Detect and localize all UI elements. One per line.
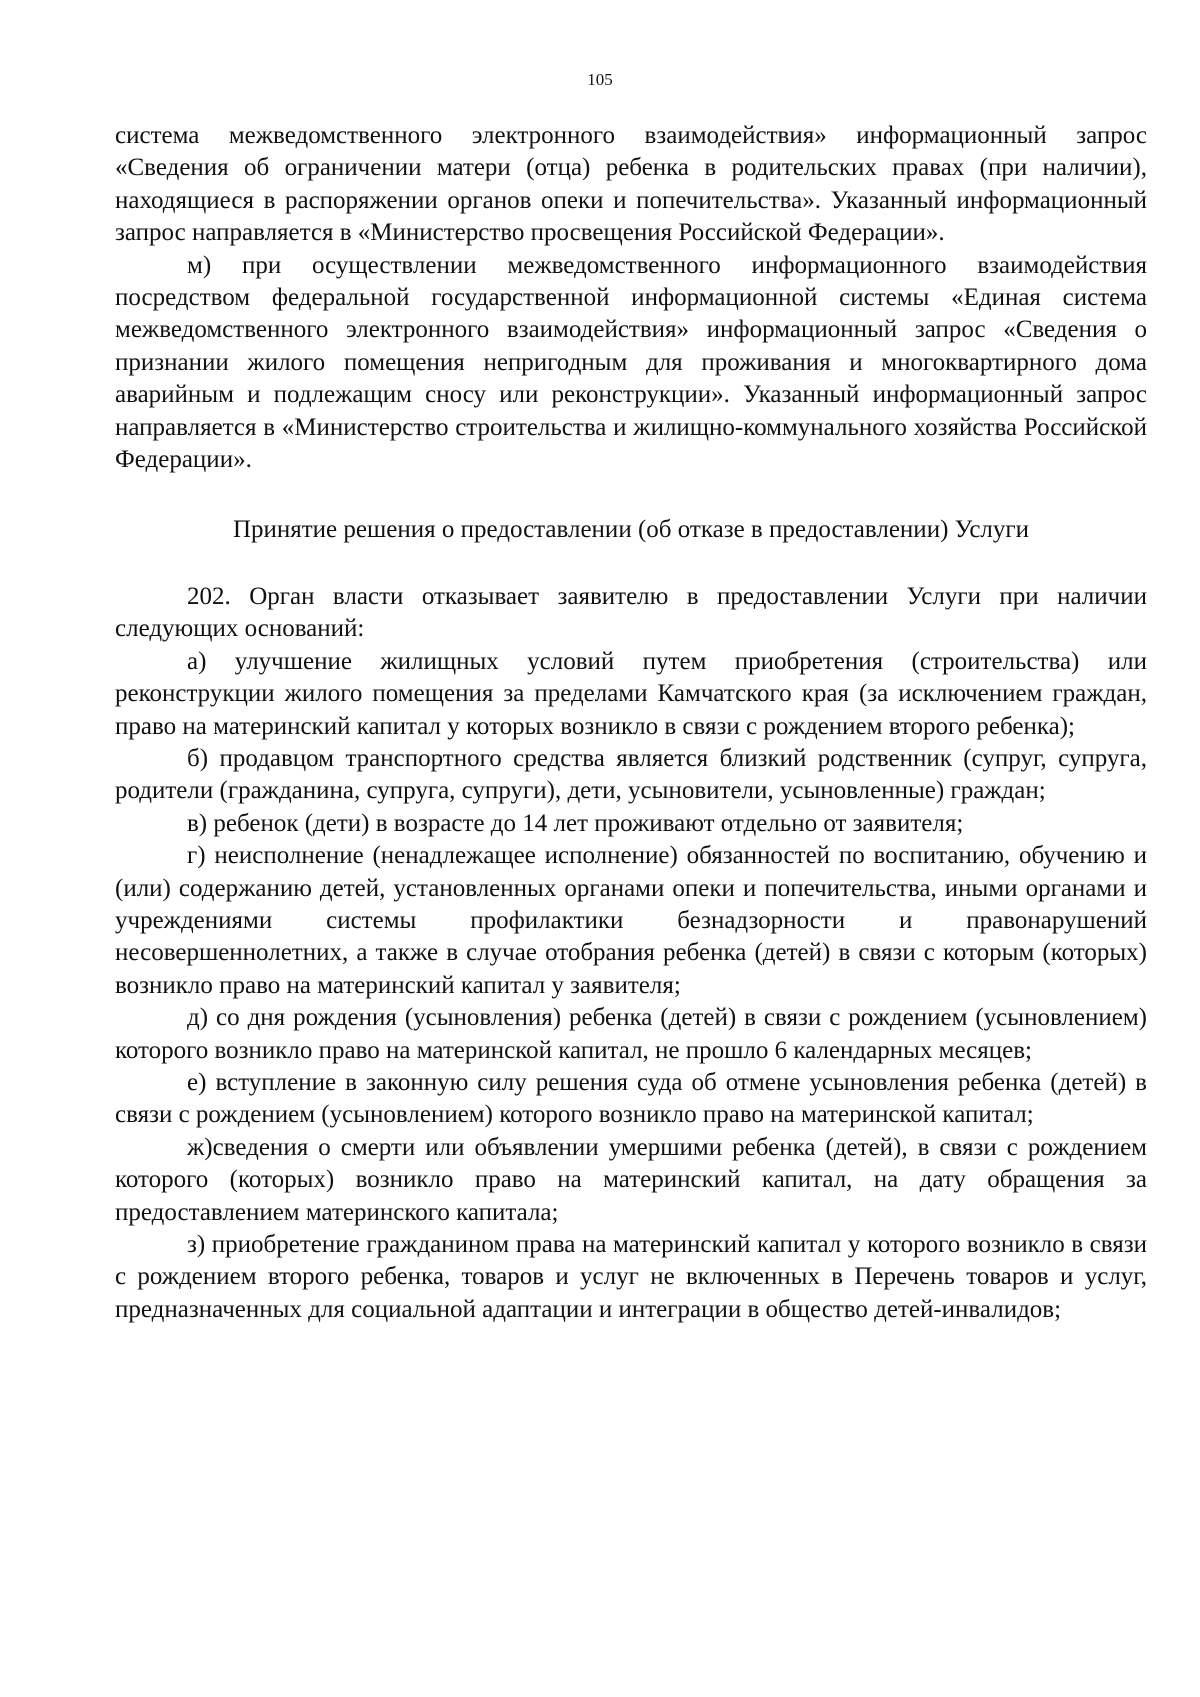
page-number: 105 [587, 70, 613, 89]
paragraph-item-a: а) улучшение жилищных условий путем приобретения (строительства) или реконструкции жилого помещения за пределами Камчатского края (за исключением граждан, право на материнский капитал у которых возникло в связи с рождением второго ребенка); [115, 647, 1147, 740]
paragraph-item-m: м) при осуществлении межведомственного информационного взаимодействия посредством федеральной государственной информационной системы «Единая система межведомственного электронного взаимодействия» информационный запрос «Сведения о признании жилого помещения непригодным для проживания и многоквартирного дома аварийным и подлежащим сносу или реконструкции». Указанный информационный запрос направляется в «Министерство строительства и жилищно-коммунального хозяйства Российской Федерации». [115, 251, 1147, 474]
paragraph-item-zh: ж)сведения о смерти или объявлении умершими ребенка (детей), в связи с рождением которого (которых) возникло право на материнский капитал, на дату обращения за предоставлением материнского капитала; [115, 1133, 1147, 1226]
document-body [115, 120, 1147, 1326]
section-heading: Принятие решения о предоставлении (об отказе в предоставлении) Услуги [232, 516, 1030, 544]
paragraph-item-v: в) ребенок (дети) в возрасте до 14 лет проживают отдельно от заявителя; [187, 809, 964, 837]
paragraph-continuation: система межведомственного электронного взаимодействия» информационный запрос «Сведения об ограничении матери (отца) ребенка в родительских правах (при наличии), находящиеся в распоряжении органов опеки и попечительства». Указанный информационный запрос направляется в «Министерство просвещения Российской Федерации». [115, 122, 1147, 247]
paragraph-item-e: е) вступление в законную силу решения суда об отмене усыновления ребенка (детей) в связи с рождением (усыновлением) которого возникло право на материнской капитал; [115, 1068, 1147, 1129]
paragraph-item-g: г) неисполнение (ненадлежащее исполнение) обязанностей по воспитанию, обучению и (или) содержанию детей, установленных органами опеки и попечительства, иными органами и учреждениями системы профилактики безнадзорности и правонарушений несовершеннолетних, а также в случае отобрания ребенка (детей) в связи с которым (которых) возникло право на материнский капитал у заявителя; [115, 842, 1147, 999]
paragraph-item-z: з) приобретение гражданином права на материнский капитал у которого возникло в связи с рождением второго ребенка, товаров и услуг не включенных в Перечень товаров и услуг, предназначенных для социальной адаптации и интеграции в общество детей-инвалидов; [115, 1231, 1147, 1323]
paragraph-item-b: б) продавцом транспортного средства является близкий родственник (супруг, супруга, родители (гражданина, супруга, супруги), дети, усыновители, усыновленные) граждан; [115, 744, 1147, 805]
paragraph-202: 202. Орган власти отказывает заявителю в предоставлении Услуги при наличии следующих оснований: [115, 582, 1147, 643]
paragraph-item-d: д) со дня рождения (усыновления) ребенка (детей) в связи с рождением (усыновлением) которого возникло право на материнской капитал, не прошло 6 календарных месяцев; [115, 1004, 1147, 1064]
